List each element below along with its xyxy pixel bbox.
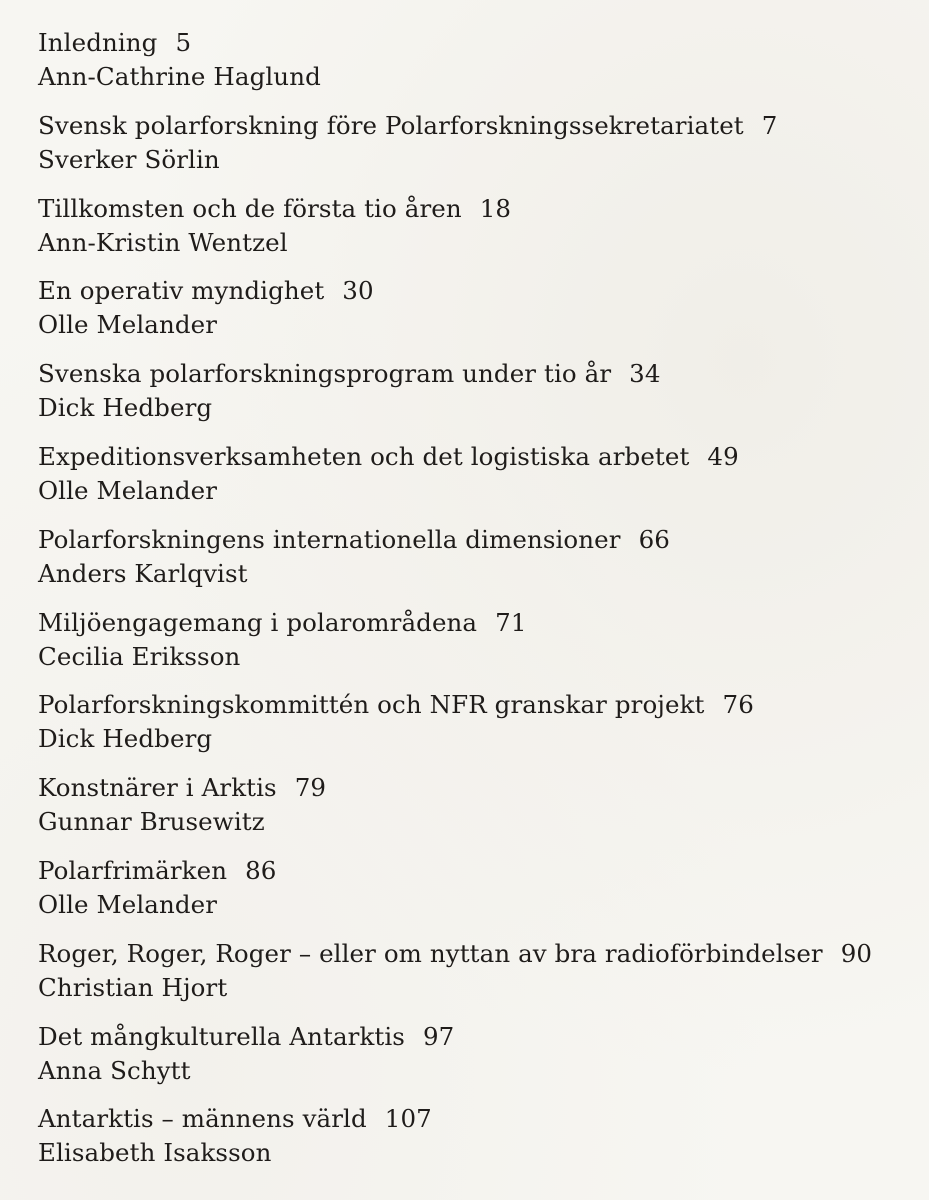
- page-number: 86: [245, 855, 277, 885]
- toc-entry: [38, 606, 918, 689]
- toc-entry: [38, 440, 918, 523]
- toc-entry: [38, 771, 918, 854]
- chapter-title-line: [38, 771, 918, 805]
- chapter-author: Olle Melander: [38, 475, 218, 505]
- toc-entry: [38, 357, 918, 440]
- page-number: 90: [840, 938, 873, 968]
- page-number: 71: [495, 607, 527, 637]
- chapter-author: Anders Karlqvist: [38, 558, 248, 588]
- toc-entry: [38, 274, 918, 357]
- chapter-title-line: [38, 523, 918, 557]
- chapter-author: Gunnar Brusewitz: [38, 807, 265, 837]
- chapter-title: Svensk polarforskning före Polarforskningssekretariatet: [38, 110, 744, 140]
- toc-entry: [38, 1020, 918, 1103]
- chapter-author: Christian Hjort: [38, 972, 228, 1002]
- chapter-title-line: [38, 688, 918, 722]
- toc-entry: [38, 688, 918, 771]
- chapter-title: Konstnärer i Arktis: [38, 773, 277, 803]
- page-number: 30: [342, 276, 374, 306]
- chapter-title-line: [38, 1102, 918, 1136]
- toc-entry: [38, 1102, 918, 1185]
- chapter-author: Ann-Kristin Wentzel: [38, 227, 288, 257]
- chapter-title: Inledning: [38, 28, 158, 57]
- chapter-title: En operativ myndighet: [38, 276, 325, 306]
- chapter-author: Ann-Cathrine Haglund: [38, 62, 321, 91]
- table-of-contents: [38, 26, 918, 1185]
- chapter-title-line: [38, 937, 918, 971]
- chapter-title-line: [38, 109, 918, 143]
- toc-entry: [38, 26, 918, 109]
- chapter-title: Polarforskningens internationella dimensioner: [38, 524, 621, 554]
- chapter-title-line: [38, 440, 918, 474]
- page-number: 107: [384, 1104, 432, 1134]
- page-number: 7: [761, 110, 778, 140]
- chapter-title-line: [38, 854, 918, 888]
- chapter-author: Cecilia Eriksson: [38, 641, 241, 671]
- toc-entry: [38, 937, 918, 1020]
- chapter-title: Tillkomsten och de första tio åren: [38, 193, 462, 223]
- chapter-title: Antarktis – männens värld: [38, 1104, 367, 1134]
- page-number: 66: [638, 524, 670, 554]
- chapter-title-line: [38, 1020, 918, 1054]
- toc-entry: [38, 109, 918, 192]
- chapter-title: Expeditionsverksamheten och det logistiska arbetet: [38, 441, 690, 471]
- page-number: 79: [294, 773, 327, 803]
- page-number: 5: [175, 28, 192, 57]
- page-number: 34: [629, 359, 661, 389]
- chapter-author: Dick Hedberg: [38, 724, 213, 754]
- chapter-title-line: [38, 357, 918, 391]
- chapter-title-line: [38, 26, 918, 60]
- chapter-author: Olle Melander: [38, 889, 218, 919]
- chapter-title: Roger, Roger, Roger – eller om nyttan av bra radioförbindelser: [38, 938, 823, 968]
- chapter-title-line: [38, 606, 918, 640]
- page-number: 49: [707, 441, 739, 471]
- chapter-author: Elisabeth Isaksson: [38, 1138, 272, 1168]
- chapter-title: Polarforskningskommittén och NFR granskar projekt: [38, 690, 705, 720]
- chapter-author: Anna Schytt: [38, 1055, 191, 1085]
- page-number: 76: [722, 690, 754, 720]
- chapter-title: Miljöengagemang i polarområdena: [38, 607, 478, 637]
- chapter-title-line: [38, 192, 918, 226]
- page-number: 97: [422, 1021, 455, 1051]
- chapter-title: Svenska polarforskningsprogram under tio år: [38, 359, 612, 389]
- toc-entry: [38, 192, 918, 275]
- chapter-author: Olle Melander: [38, 310, 218, 340]
- page-number: 18: [479, 193, 512, 223]
- toc-entry: [38, 523, 918, 606]
- chapter-author: Dick Hedberg: [38, 393, 213, 423]
- chapter-title: Polarfrimärken: [38, 855, 228, 885]
- chapter-title-line: [38, 274, 918, 308]
- chapter-author: Sverker Sörlin: [38, 144, 220, 174]
- toc-entry: [38, 854, 918, 937]
- chapter-title: Det mångkulturella Antarktis: [38, 1021, 405, 1051]
